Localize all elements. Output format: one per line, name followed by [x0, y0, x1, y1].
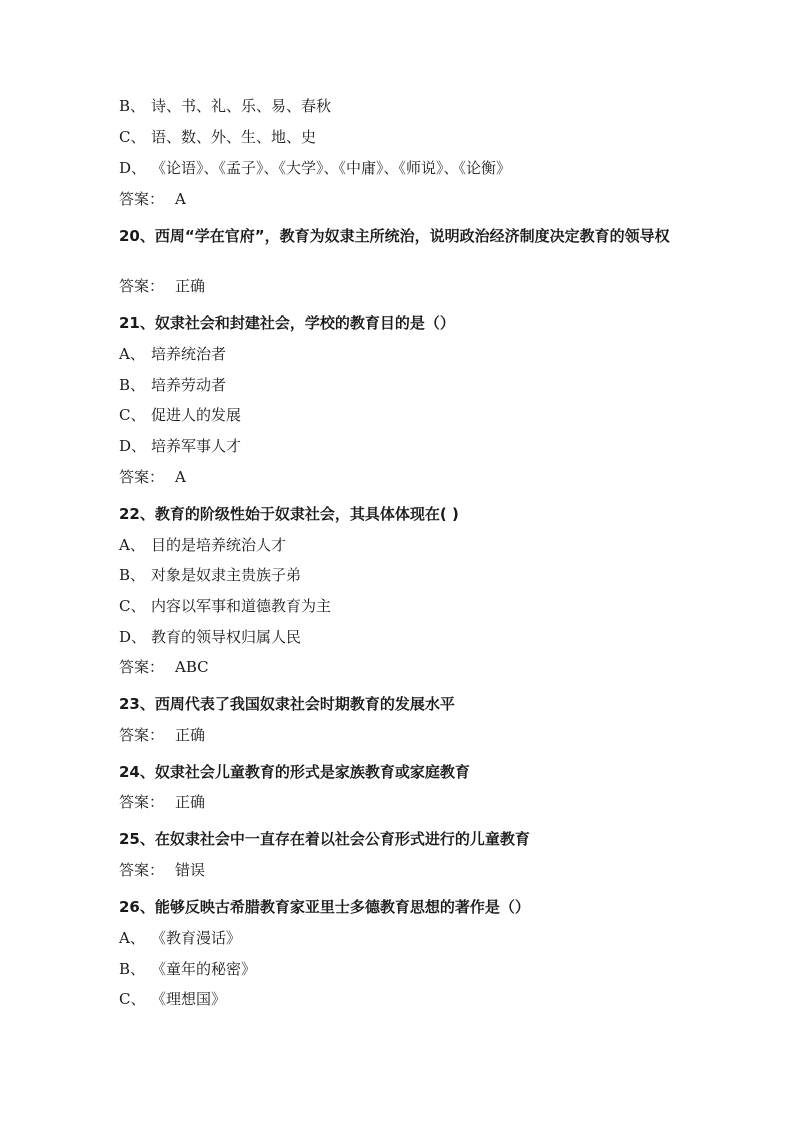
question-26: 26、能够反映古希腊教育家亚里士多德教育思想的著作是（）	[119, 898, 530, 916]
option-b	[119, 96, 331, 116]
answer-value: 正确	[175, 726, 206, 744]
option-c	[119, 596, 331, 616]
option-letter: A、	[119, 929, 145, 947]
option-letter: A、	[119, 536, 145, 554]
option-letter: B、	[119, 960, 146, 978]
answer-label: 答案：	[119, 468, 165, 486]
question-21: 21、奴隶社会和封建社会，学校的教育目的是（）	[119, 314, 455, 332]
answer-line	[119, 276, 205, 296]
option-a	[119, 928, 241, 948]
answer-label: 答案：	[119, 190, 165, 208]
option-text: 《教育漫话》	[151, 929, 242, 947]
option-letter: B、	[119, 566, 146, 584]
option-c	[119, 405, 241, 425]
answer-line	[119, 657, 209, 677]
option-letter: B、	[119, 97, 146, 115]
option-text: 语、数、外、生、地、史	[151, 128, 317, 146]
answer-line	[119, 467, 186, 487]
option-text: 培养军事人才	[151, 437, 242, 455]
option-d	[119, 627, 301, 647]
answer-label: 答案：	[119, 277, 165, 295]
option-text: 目的是培养统治人才	[151, 536, 287, 554]
option-text: 《童年的秘密》	[151, 960, 257, 978]
option-d	[119, 436, 241, 456]
answer-value: A	[175, 190, 186, 208]
option-a	[119, 344, 226, 364]
option-text: 诗、书、礼、乐、易、春秋	[151, 97, 332, 115]
option-letter: D、	[119, 628, 147, 646]
option-letter: C、	[119, 597, 146, 615]
option-text: 培养统治者	[151, 345, 227, 363]
question-23: 23、西周代表了我国奴隶社会时期教育的发展水平	[119, 695, 455, 713]
option-b	[119, 959, 256, 979]
option-text: 教育的领导权归属人民	[151, 628, 302, 646]
option-text: 内容以军事和道德教育为主	[151, 597, 332, 615]
answer-line	[119, 792, 205, 812]
option-c	[119, 989, 226, 1009]
option-text: 《论语》、《孟子》、《大学》、《中庸》、《师说》、《论衡》	[151, 159, 512, 177]
option-a	[119, 535, 286, 555]
option-d	[119, 158, 511, 178]
option-c	[119, 127, 316, 147]
answer-label: 答案：	[119, 861, 165, 879]
question-24: 24、奴隶社会儿童教育的形式是家族教育或家庭教育	[119, 763, 470, 781]
option-letter: D、	[119, 437, 147, 455]
question-22: 22、教育的阶级性始于奴隶社会，其具体体现在( )	[119, 505, 459, 523]
option-letter: D、	[119, 159, 147, 177]
question-20: 20、西周“学在官府”，教育为奴隶主所统治，说明政治经济制度决定教育的领导权	[119, 227, 670, 245]
answer-line	[119, 189, 186, 209]
answer-value: A	[175, 468, 186, 486]
answer-value: ABC	[175, 658, 209, 676]
option-text: 培养劳动者	[151, 376, 227, 394]
answer-label: 答案：	[119, 658, 165, 676]
option-text: 对象是奴隶主贵族子弟	[151, 566, 302, 584]
option-letter: A、	[119, 345, 145, 363]
answer-label: 答案：	[119, 726, 165, 744]
answer-value: 正确	[175, 277, 206, 295]
option-letter: C、	[119, 990, 146, 1008]
option-text: 促进人的发展	[151, 406, 242, 424]
option-b	[119, 375, 226, 395]
answer-value: 错误	[175, 861, 206, 879]
answer-value: 正确	[175, 793, 206, 811]
option-letter: B、	[119, 376, 146, 394]
option-text: 《理想国》	[151, 990, 227, 1008]
option-b	[119, 565, 301, 585]
answer-line	[119, 725, 205, 745]
answer-label: 答案：	[119, 793, 165, 811]
option-letter: C、	[119, 128, 146, 146]
option-letter: C、	[119, 406, 146, 424]
answer-line	[119, 860, 205, 880]
question-25: 25、在奴隶社会中一直存在着以社会公育形式进行的儿童教育	[119, 830, 530, 848]
